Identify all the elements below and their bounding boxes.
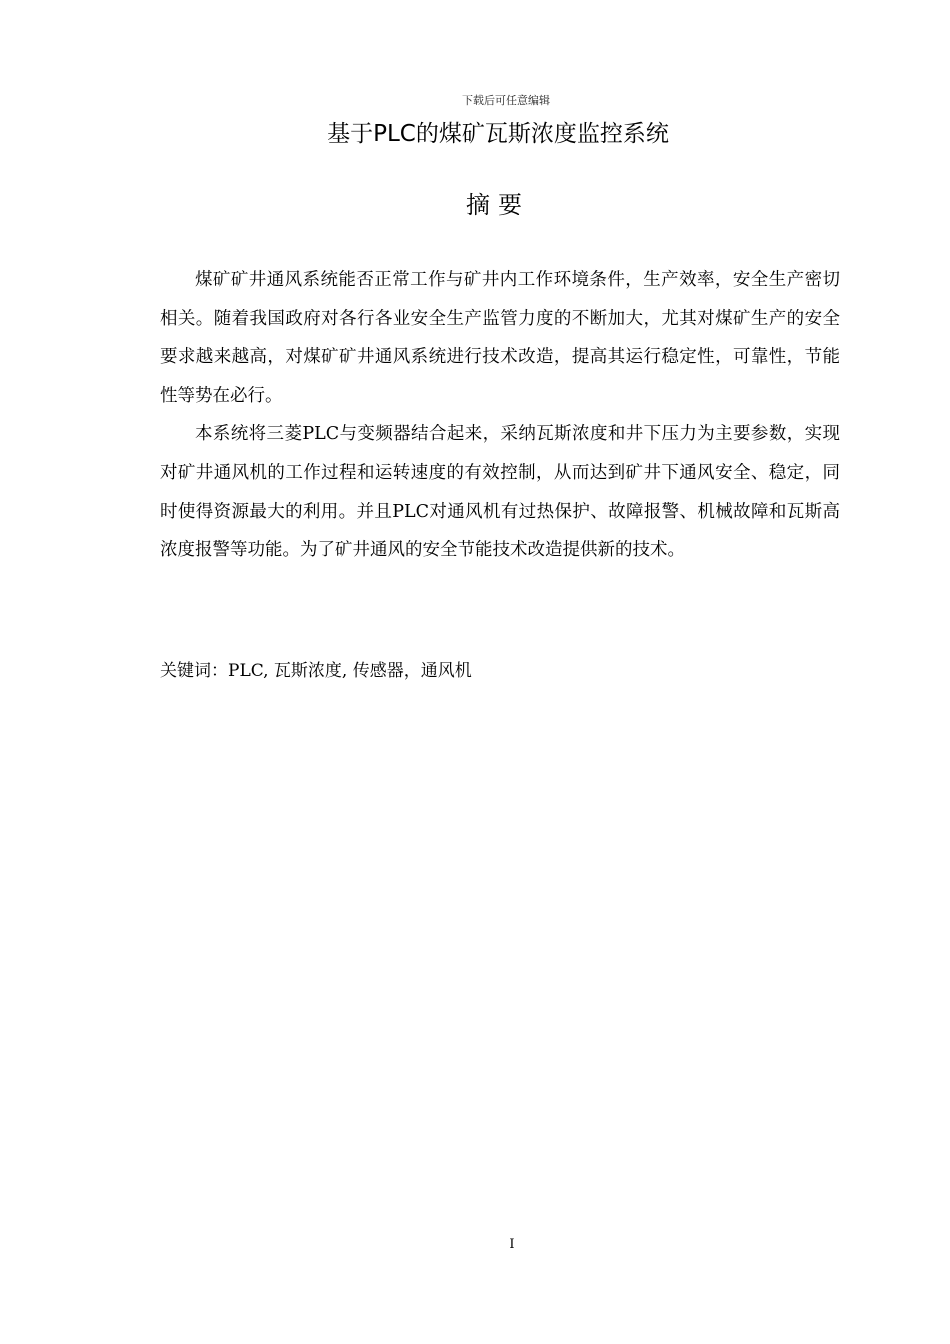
abstract-heading: 摘要 xyxy=(466,191,530,219)
keywords-value: PLC, 瓦斯浓度, 传感器，通风机 xyxy=(228,661,472,681)
header-note: 下载后可任意编辑 xyxy=(462,94,550,107)
abstract-paragraph-1: 煤矿矿井通风系统能否正常工作与矿井内工作环境条件，生产效率，安全生产密切相关。随着我国政府对各行各业安全生产监管力度的不断加大，尤其对煤矿生产的安全要求越来越高，对煤矿矿井通风系统进行技术改造，提高其运行稳定性，可靠性，节能性等势在必行。 xyxy=(160,270,840,406)
abstract-paragraph-2: 本系统将三菱PLC与变频器结合起来，采纳瓦斯浓度和井下压力为主要参数，实现对矿井通风机的工作过程和运转速度的有效控制，从而达到矿井下通风安全、稳定，同时使得资源最大的利用。并且PLC对通风机有过热保护、故障报警、机械故障和瓦斯高浓度报警等功能。为了矿井通风的安全节能技术改造提供新的技术。 xyxy=(160,424,840,561)
abstract-body xyxy=(160,261,840,570)
keywords-line xyxy=(160,657,840,685)
keywords-label: 关键词： xyxy=(160,661,228,681)
document-title: 基于PLC的煤矿瓦斯浓度监控系统 xyxy=(327,121,669,147)
page-number: I xyxy=(509,1237,515,1252)
